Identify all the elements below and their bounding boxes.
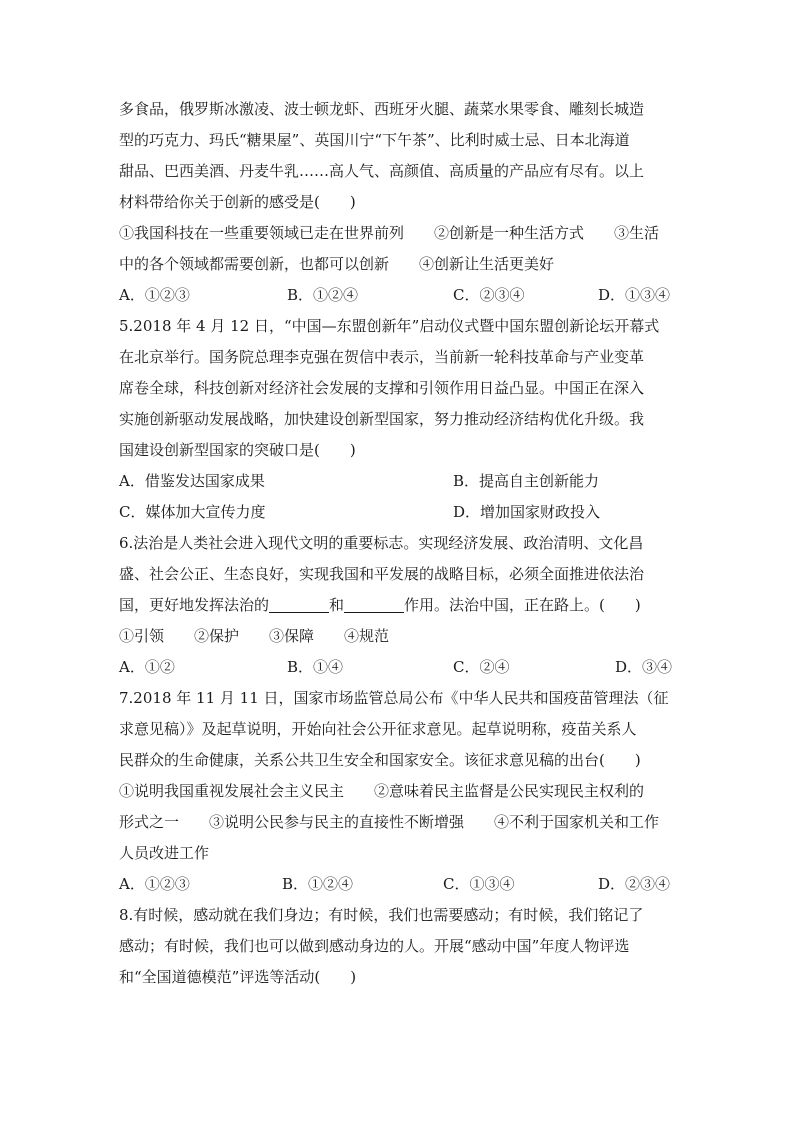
q6-statement-line: ①引领 ②保护 ③保障 ④规范 [119, 627, 390, 645]
question-6 [119, 528, 675, 683]
q7-option-c: C．①③④ [443, 875, 515, 893]
q6-stem-text: 作用。法治中国，正在路上。( ) [404, 596, 641, 614]
question-5 [119, 311, 675, 528]
q4-stem-line: 多食品，俄罗斯冰激凌、波士顿龙虾、西班牙火腿、蔬菜水果零食、雕刻长城造 [119, 100, 645, 118]
q7-stem-line: 民群众的生命健康，关系公共卫生安全和国家安全。该征求意见稿的出台( ) [119, 751, 641, 769]
q7-option-b: B．①②④ [282, 875, 354, 893]
q4-options [119, 280, 675, 311]
q5-options-row-2 [119, 497, 675, 528]
q5-option-d: D．增加国家财政投入 [453, 503, 601, 521]
q5-options-row-1 [119, 466, 675, 497]
q4-statement-line: ①我国科技在一些重要领域已走在世界前列 ②创新是一种生活方式 ③生活 [119, 224, 660, 242]
q6-stem-text: 和 [329, 596, 345, 614]
q7-option-d: D．②③④ [598, 875, 671, 893]
q4-option-d: D．①③④ [598, 286, 671, 304]
q6-option-a: A．①② [119, 658, 175, 676]
q8-stem-line: 和“全国道德模范”评选等活动( ) [119, 968, 357, 986]
q7-stem-line: 求意见稿）》及起草说明，开始向社会公开征求意见。起草说明称，疫苗关系人 [119, 720, 637, 738]
question-4 [119, 94, 675, 311]
q6-stem-line: 6.法治是人类社会进入现代文明的重要标志。实现经济发展、政治清明、文化昌 [119, 534, 644, 552]
q4-stem-line: 材料带给你关于创新的感受是( ) [119, 193, 356, 211]
q5-stem-line: 在北京举行。国务院总理李克强在贺信中表示，当前新一轮科技革命与产业变革 [119, 348, 645, 366]
q4-option-b: B．①②④ [287, 286, 359, 304]
q6-stem-text: 国，更好地发挥法治的 [119, 596, 270, 614]
q7-stem-line: 7.2018 年 11 月 11 日，国家市场监管总局公布《中华人民共和国疫苗管理法（征 [119, 689, 669, 707]
q6-stem-line: 盛、社会公正、生态良好，实现我国和平发展的战略目标，必须全面推进依法治 [119, 565, 645, 583]
q8-stem-line: 感动；有时候，我们也可以做到感动身边的人。开展“感动中国”年度人物评选 [119, 937, 630, 955]
question-8 [119, 900, 675, 993]
q5-stem-line: 5.2018 年 4 月 12 日，“中国—东盟创新年”启动仪式暨中国东盟创新论坛开幕式 [119, 317, 660, 335]
q5-option-b: B．提高自主创新能力 [453, 472, 600, 490]
q7-options [119, 869, 675, 900]
q8-stem-line: 8.有时候，感动就在我们身边；有时候，我们也需要感动；有时候，我们铭记了 [119, 906, 644, 924]
q7-statement-line: ①说明我国重视发展社会主义民主 ②意味着民主监督是公民实现民主权利的 [119, 782, 645, 800]
q4-option-a: A．①②③ [119, 286, 190, 304]
q6-option-b: B．①④ [287, 658, 344, 676]
q5-stem-line: 国建设创新型国家的突破口是( ) [119, 441, 356, 459]
q4-option-c: C．②③④ [453, 286, 525, 304]
q6-options [119, 652, 675, 683]
question-content [119, 94, 675, 993]
q7-statement-line: 人员改进工作 [119, 844, 210, 862]
q5-option-c: C．媒体加大宣传力度 [119, 503, 266, 521]
q5-option-a: A．借鉴发达国家成果 [119, 472, 265, 490]
q7-option-a: A．①②③ [119, 875, 190, 893]
q4-stem-line: 甜品、巴西美酒、丹麦牛乳……高人气、高颜值、高质量的产品应有尽有。以上 [119, 162, 645, 180]
q4-statement-line: 中的各个领域都需要创新，也都可以创新 ④创新让生活更美好 [119, 255, 555, 273]
q6-option-c: C．②④ [453, 658, 510, 676]
q6-stem-line-with-blanks [119, 590, 675, 621]
q5-stem-line: 实施创新驱动发展战略，加快建设创新型国家，努力推动经济结构优化升级。我 [119, 410, 645, 428]
q6-option-d: D．③④ [615, 658, 673, 676]
fill-blank-1 [269, 596, 329, 613]
q4-stem-line: 型的巧克力、玛氏“糖果屋”、英国川宁“下午茶”、比利时威士忌、日本北海道 [119, 131, 630, 149]
q7-statement-line: 形式之一 ③说明公民参与民主的直接性不断增强 ④不利于国家机关和工作 [119, 813, 660, 831]
fill-blank-2 [344, 596, 404, 613]
question-7 [119, 683, 675, 900]
q5-stem-line: 席卷全球，科技创新对经济社会发展的支撑和引领作用日益凸显。中国正在深入 [119, 379, 645, 397]
